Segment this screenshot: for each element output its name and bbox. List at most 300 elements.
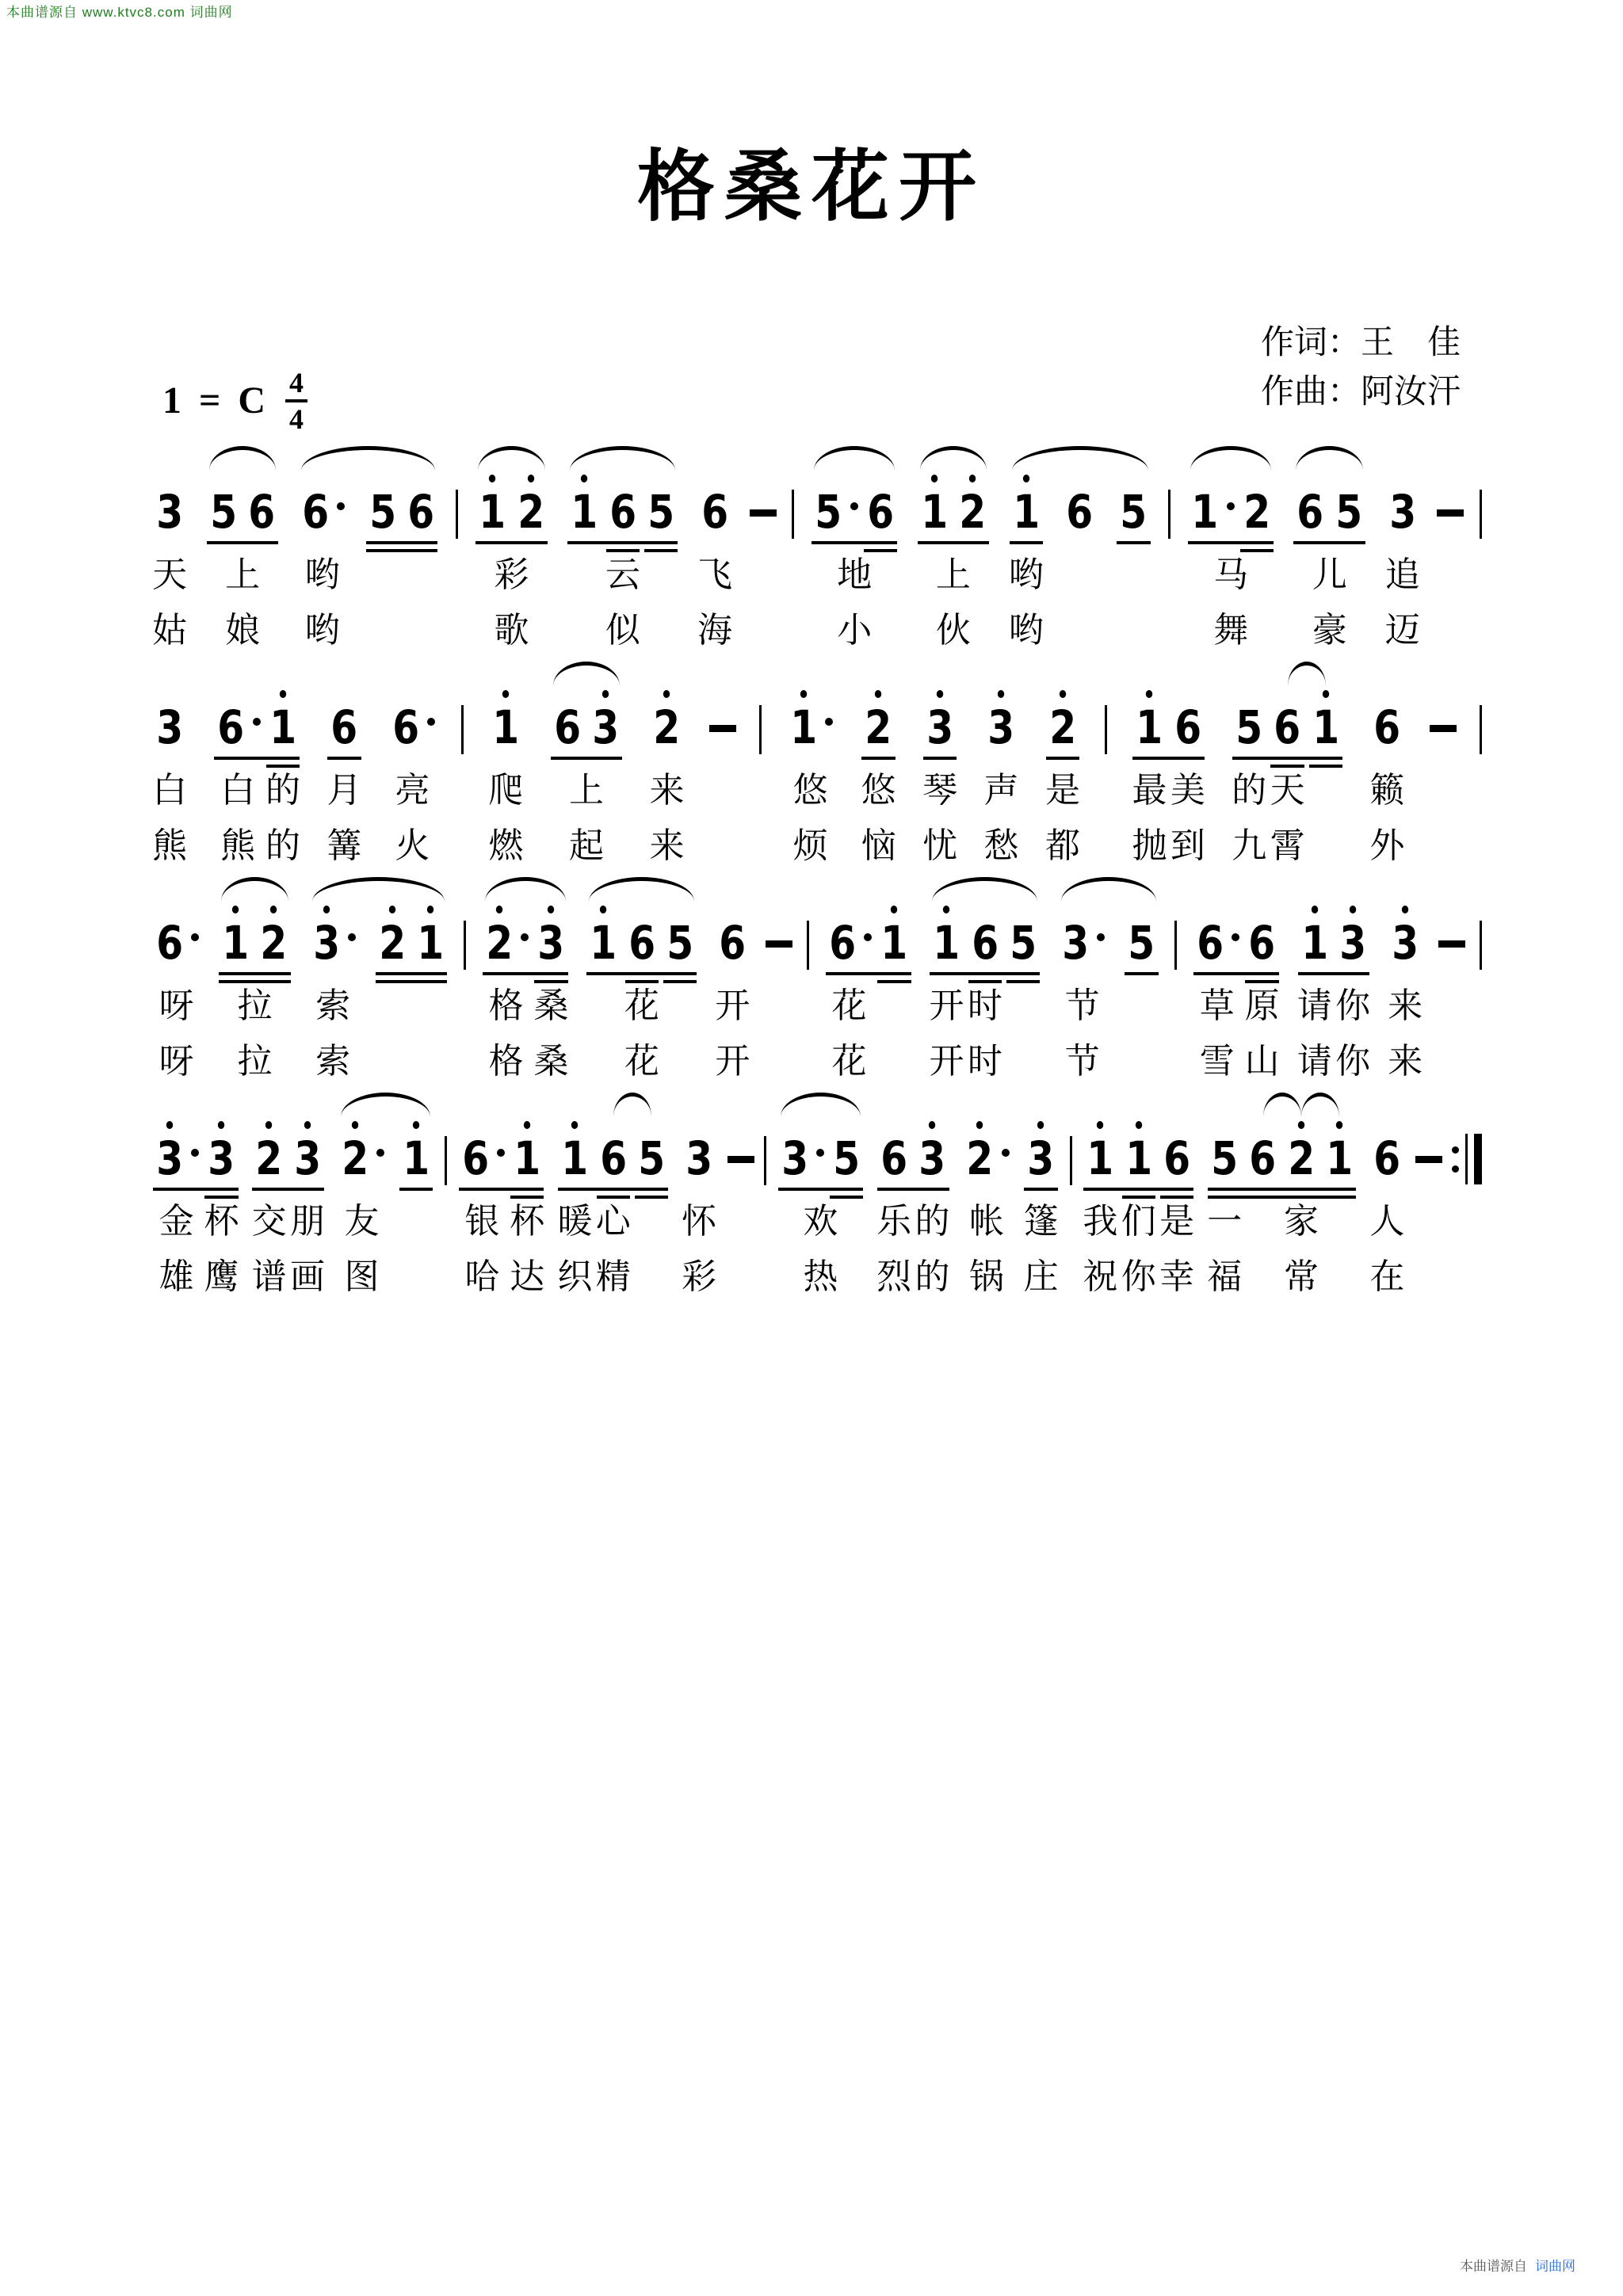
slur: [1263, 1093, 1301, 1117]
slur: [341, 1093, 430, 1117]
note-digit: 3: [685, 1131, 713, 1185]
watermark-top: 本曲谱源自 www.ktvc8.com 词曲网: [6, 5, 233, 20]
lyric-syllable: 画: [289, 1257, 325, 1296]
lyric-syllable: 燃: [488, 826, 524, 865]
lyric-syllable: 恼: [861, 826, 896, 865]
note-group: [212, 700, 302, 754]
octave-dot: [1097, 1121, 1103, 1129]
notes-row: [151, 700, 1482, 754]
note-group: [325, 700, 363, 754]
lyric-syllable: 暖: [557, 1202, 593, 1241]
note-digit: 3: [1028, 1134, 1055, 1183]
note-digit: 6: [407, 485, 435, 539]
dot-after: [864, 933, 872, 941]
note-group: [1060, 485, 1098, 539]
note-digit: 1: [921, 487, 948, 536]
note: [875, 916, 913, 970]
repeat-dots: [1452, 1146, 1459, 1173]
dot-after: [825, 718, 833, 726]
octave-dot: [528, 475, 534, 482]
note-digit: 2: [1049, 703, 1076, 752]
lyric-syllable: 海: [697, 611, 732, 650]
lyric-syllable: 花: [624, 1042, 659, 1081]
lyric-syllable: 娘: [225, 611, 261, 650]
note-group: [250, 1131, 327, 1185]
note: [151, 700, 189, 754]
lyric-syllable: 琴: [922, 771, 958, 810]
score-system: [151, 446, 1482, 662]
key-tonic: 1 = C: [162, 379, 270, 421]
lyric-row: [151, 1042, 1482, 1083]
lyric-syllable: 节: [1064, 1042, 1100, 1081]
note-digit: 3: [1339, 918, 1366, 967]
slur: [1061, 877, 1155, 902]
lyric-syllable: 的: [915, 1257, 950, 1296]
note: [713, 916, 751, 970]
note: [1334, 916, 1372, 970]
watermark-bottom: [1460, 2258, 1575, 2275]
note-digit: 1: [1301, 918, 1328, 967]
note-group: [1296, 916, 1373, 970]
note-digit: 2: [517, 487, 544, 536]
lyric-syllable: 人: [1369, 1202, 1405, 1241]
watermark-bottom-prefix: 本曲谱源自: [1460, 2259, 1527, 2274]
lyric-syllable: 小: [837, 611, 873, 650]
note-digit: 2: [865, 703, 892, 752]
note-digit: 6: [880, 1131, 908, 1185]
lyric-syllable: 你: [1335, 986, 1371, 1025]
octave-dot: [413, 1121, 419, 1129]
note-group: [296, 485, 348, 539]
octave-dot: [1350, 906, 1356, 913]
note-group: [1384, 485, 1422, 539]
note: [1230, 700, 1268, 754]
lyric-row: [151, 1257, 1482, 1299]
note: [827, 1131, 865, 1185]
note: [242, 485, 281, 539]
note: [216, 916, 254, 970]
slur: [478, 446, 545, 471]
meter-upper: 4: [285, 366, 307, 402]
note-digit: 6: [1163, 1131, 1191, 1185]
lyric-syllable: 锅: [969, 1257, 1005, 1296]
note: [785, 700, 836, 754]
note-digit: 2: [342, 1134, 369, 1183]
lyric-syllable: 桑: [533, 1042, 569, 1081]
lyric-syllable: 呀: [158, 1042, 194, 1081]
dot-after: [191, 933, 199, 941]
note-group: [921, 700, 959, 754]
note-group: [680, 1131, 718, 1185]
slur: [932, 877, 1037, 902]
note-group: [480, 916, 571, 970]
note-group: [151, 485, 189, 539]
note: [1120, 1131, 1158, 1185]
note: [1130, 700, 1168, 754]
dash-continuation: [1430, 725, 1457, 732]
dash-continuation: [709, 725, 736, 732]
note-group: [785, 700, 836, 754]
barline: [461, 705, 464, 754]
lyric-syllable: 织: [557, 1257, 593, 1296]
lyric-syllable: 开: [715, 986, 750, 1025]
octave-dot: [218, 1121, 224, 1129]
score: [151, 446, 1482, 1308]
note: [823, 916, 875, 970]
lyric-syllable: 你: [1335, 1042, 1371, 1081]
lyric-syllable: 拉: [237, 1042, 273, 1081]
lyric-syllable: 愁: [983, 826, 1019, 865]
note-digit: 5: [1010, 916, 1037, 970]
note-group: [1386, 916, 1424, 970]
note: [927, 916, 965, 970]
note-group: [584, 916, 699, 970]
octave-dot: [581, 475, 587, 482]
note: [1191, 916, 1243, 970]
note-digit: 2: [379, 918, 406, 967]
note-group: [397, 1131, 435, 1185]
octave-dot: [1402, 906, 1408, 913]
lyric-syllable: 朋: [289, 1202, 325, 1241]
lyric-syllable: 姑: [152, 611, 188, 650]
lyric-syllable: 的: [1232, 771, 1267, 810]
dot-after: [191, 1149, 199, 1157]
note: [1330, 485, 1368, 539]
note: [1060, 485, 1098, 539]
note-group: [1056, 916, 1108, 970]
note: [809, 485, 861, 539]
octave-dot: [524, 1121, 530, 1129]
note: [1320, 1131, 1358, 1185]
notes-row: [151, 487, 1482, 538]
lyric-syllable: 精: [595, 1257, 631, 1296]
thin-barline: [1465, 1134, 1468, 1184]
credits: [1261, 318, 1461, 417]
lyric-syllable: 熊: [152, 826, 188, 865]
note: [397, 1131, 435, 1185]
lyric-syllable: 草: [1199, 986, 1235, 1025]
lyric-syllable: 图: [344, 1257, 380, 1296]
lyric-syllable: 飞: [697, 555, 732, 594]
dot-after: [850, 502, 858, 510]
barline: [445, 1136, 447, 1185]
slur: [814, 446, 895, 471]
dot-after: [1002, 1149, 1010, 1157]
watermark-bottom-link[interactable]: 词曲网: [1535, 2259, 1575, 2274]
note-digit: 3: [1062, 916, 1090, 970]
note: [632, 1131, 670, 1185]
note-group: [1044, 700, 1082, 754]
note-digit: 1: [222, 918, 249, 967]
barline: [1480, 921, 1482, 970]
slur: [1296, 446, 1363, 471]
note-digit: 6: [1066, 485, 1094, 539]
note: [151, 1131, 202, 1185]
lyric-syllable: 福: [1207, 1257, 1243, 1296]
note-digit: 1: [1136, 703, 1163, 752]
lyric-syllable: 爬: [488, 771, 524, 810]
score-system: [151, 877, 1482, 1093]
note-digit: 1: [590, 918, 617, 967]
note-group: [151, 700, 189, 754]
lyric-syllable: 时: [967, 1042, 1002, 1081]
composer-credit: 作曲：阿汝汗: [1260, 374, 1461, 410]
note: [204, 485, 242, 539]
note: [966, 916, 1004, 970]
lyric-syllable: 格: [488, 986, 524, 1025]
barline: [464, 921, 466, 970]
note: [861, 485, 899, 539]
note: [487, 700, 525, 754]
note-group: [1205, 1131, 1358, 1185]
lyric-syllable: 庄: [1023, 1257, 1059, 1296]
lyric-syllable: 彩: [494, 555, 529, 594]
note-digit: 2: [1288, 1134, 1315, 1183]
note-group: [982, 700, 1020, 754]
lyric-syllable: 彩: [682, 1257, 717, 1296]
note-digit: 6: [609, 485, 636, 539]
octave-dot: [304, 1121, 311, 1129]
lyric-syllable: 你: [1121, 1257, 1156, 1296]
lyric-syllable: 最: [1132, 771, 1167, 810]
note-digit: 5: [638, 1131, 666, 1185]
slur: [570, 446, 675, 471]
note-digit: 3: [294, 1134, 321, 1183]
note-digit: 3: [919, 1134, 946, 1183]
lyric-syllable: 籁: [1369, 771, 1405, 810]
note-digit: 6: [1249, 1131, 1277, 1185]
note-digit: 6: [1296, 485, 1324, 539]
note: [336, 1131, 388, 1185]
note-digit: 2: [959, 487, 986, 536]
barline: [792, 490, 794, 539]
note-digit: 6: [248, 485, 276, 539]
octave-dot: [929, 1121, 935, 1129]
octave-dot: [969, 475, 976, 482]
note-digit: 1: [1125, 1134, 1152, 1183]
note-digit: 6: [1197, 916, 1224, 970]
note: [960, 1131, 1012, 1185]
time-signature: [285, 366, 307, 436]
lyric-syllable: 九: [1232, 826, 1267, 865]
note-digit: 3: [1392, 918, 1419, 967]
note: [532, 916, 570, 970]
lyric-syllable: 是: [1159, 1202, 1195, 1241]
note: [325, 700, 363, 754]
note: [508, 1131, 546, 1185]
note-digit: 1: [403, 1134, 430, 1183]
note-group: [1191, 916, 1281, 970]
note: [1282, 1131, 1320, 1185]
octave-dot: [427, 906, 433, 913]
lyric-syllable: 哟: [304, 611, 340, 650]
lyric-syllable: 忧: [922, 826, 958, 865]
note-digit: 1: [514, 1134, 540, 1183]
lyric-syllable: 白: [220, 771, 256, 810]
lyric-row: [151, 611, 1482, 652]
octave-dot: [937, 690, 943, 698]
octave-dot: [998, 690, 1004, 698]
slur: [312, 877, 445, 902]
lyric-syllable: 篝: [327, 826, 362, 865]
octave-dot: [502, 690, 509, 698]
note-digit: 3: [988, 703, 1015, 752]
note-group: [151, 916, 202, 970]
barline: [1168, 490, 1170, 539]
lyric-syllable: 山: [1244, 1042, 1280, 1081]
note: [307, 916, 359, 970]
dot-after: [337, 502, 345, 510]
note-group: [1368, 700, 1406, 754]
lyric-syllable: 我: [1083, 1202, 1118, 1241]
note-group: [1291, 485, 1368, 539]
note: [623, 916, 661, 970]
lyric-syllable: 到: [1170, 826, 1205, 865]
lyric-syllable: 悠: [792, 771, 828, 810]
note-group: [151, 1131, 241, 1185]
lyric-syllable: 月: [327, 771, 362, 810]
octave-dot: [1323, 690, 1329, 698]
note-digit: 6: [1373, 1131, 1401, 1185]
note-digit: 3: [156, 700, 184, 754]
octave-dot: [976, 1121, 983, 1129]
lyric-syllable: 开: [715, 1042, 750, 1081]
note-digit: 3: [1388, 485, 1416, 539]
note-digit: 1: [880, 918, 907, 967]
note-digit: 6: [628, 916, 655, 970]
repeat-dot: [1452, 1146, 1459, 1154]
lyric-syllable: 上: [935, 555, 971, 594]
note-group: [548, 700, 625, 754]
note: [1022, 1131, 1060, 1185]
octave-dot: [875, 690, 881, 698]
note: [151, 485, 189, 539]
lyric-syllable: 家: [1283, 1202, 1319, 1241]
note-digit: 1: [269, 703, 296, 752]
octave-dot: [496, 906, 502, 913]
note-group: [364, 485, 441, 539]
note: [680, 1131, 718, 1185]
barline: [764, 1136, 766, 1185]
octave-dot: [389, 906, 395, 913]
lyric-syllable: 天: [152, 555, 188, 594]
note: [556, 1131, 594, 1185]
note-group: [1022, 1131, 1060, 1185]
lyric-syllable: 歌: [494, 611, 529, 650]
note-group: [1007, 485, 1045, 539]
lyric-syllable: 舞: [1213, 611, 1249, 650]
note: [921, 700, 959, 754]
note-digit: 6: [719, 916, 747, 970]
lyric-syllable: 追: [1384, 555, 1420, 594]
dot-after: [816, 1149, 824, 1157]
lyric-syllable: 上: [225, 555, 261, 594]
dot-after: [376, 1149, 384, 1157]
note-group: [713, 916, 751, 970]
note-group: [1122, 916, 1160, 970]
dot-after: [253, 718, 261, 726]
note: [1007, 485, 1045, 539]
note-digit: 1: [417, 918, 444, 967]
lyric-syllable: 节: [1064, 986, 1100, 1025]
note-digit: 6: [1373, 700, 1401, 754]
note-digit: 5: [833, 1131, 860, 1185]
note-digit: 2: [261, 918, 288, 967]
note: [402, 485, 440, 539]
note-digit: 3: [156, 1134, 183, 1183]
lyric-syllable: 雪: [1199, 1042, 1235, 1081]
lyric-syllable: 花: [831, 986, 867, 1025]
note-group: [776, 1131, 866, 1185]
lyric-syllable: 美: [1170, 771, 1205, 810]
note-digit: 1: [571, 487, 598, 536]
barline: [807, 921, 809, 970]
note-digit: 2: [1243, 485, 1270, 539]
note-group: [1230, 700, 1345, 754]
lyric-syllable: 原: [1244, 986, 1280, 1025]
note-digit: 6: [866, 485, 894, 539]
note-group: [1130, 700, 1207, 754]
lyric-syllable: 索: [315, 986, 351, 1025]
slur: [613, 1093, 651, 1117]
lyric-syllable: 哟: [304, 555, 340, 594]
lyric-row: [151, 555, 1482, 597]
dash-continuation: [1437, 509, 1464, 517]
note: [594, 1131, 632, 1185]
octave-dot: [1136, 1121, 1142, 1129]
octave-dot: [1060, 690, 1066, 698]
note-digit: 1: [479, 487, 506, 536]
slur: [1190, 446, 1271, 471]
note-digit: 1: [934, 918, 960, 967]
slur: [1301, 1093, 1339, 1117]
slur: [485, 877, 566, 902]
note-group: [1081, 1131, 1196, 1185]
lyric-syllable: 迈: [1384, 611, 1420, 650]
slur: [209, 446, 277, 471]
thick-barline: [1474, 1134, 1482, 1184]
barline: [1174, 921, 1177, 970]
score-system: [151, 1093, 1482, 1308]
lyric-syllable: 心: [595, 1202, 631, 1241]
note: [1081, 1131, 1119, 1185]
lyric-syllable: 金: [158, 1202, 194, 1241]
note: [565, 485, 603, 539]
lyric-syllable: 达: [510, 1257, 545, 1296]
note-digit: 2: [654, 703, 681, 752]
note-digit: 6: [599, 1131, 627, 1185]
note-group: [204, 485, 281, 539]
lyric-syllable: 怀: [682, 1202, 717, 1241]
note-digit: 2: [486, 918, 513, 967]
octave-dot: [571, 1121, 578, 1129]
lyric-row: [151, 771, 1482, 812]
note-group: [336, 1131, 388, 1185]
lyric-syllable: 常: [1283, 1257, 1319, 1296]
note-digit: 1: [492, 703, 519, 752]
octave-dot: [600, 906, 606, 913]
lyricist-credit: 作词：王 佳: [1260, 325, 1461, 361]
lyric-syllable: 豪: [1312, 611, 1347, 650]
octave-dot: [1336, 1121, 1342, 1129]
note-digit: 1: [1326, 1134, 1353, 1183]
note-digit: 6: [701, 485, 728, 539]
lyric-syllable: 烦: [792, 826, 828, 865]
note: [473, 485, 511, 539]
lyric-row: [151, 1202, 1482, 1243]
lyric-syllable: 亮: [395, 771, 430, 810]
note-group: [387, 700, 438, 754]
